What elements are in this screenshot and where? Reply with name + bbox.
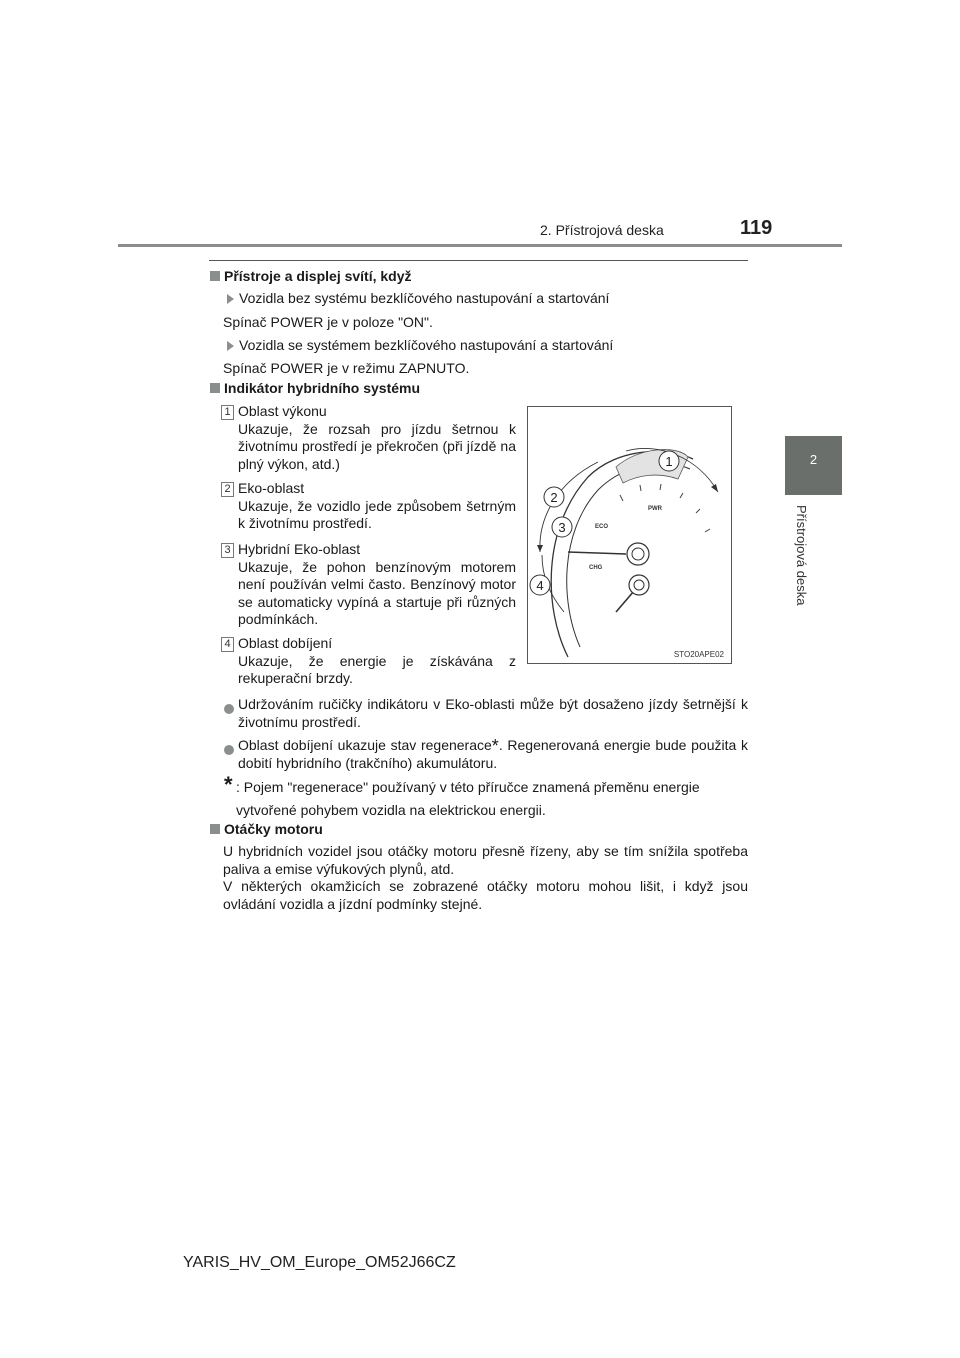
section-title: 2. Přístrojová deska [540, 222, 664, 238]
triangle-arrow-icon [227, 294, 234, 304]
gauge-illustration [528, 407, 731, 663]
callout-number-3: 3 [221, 543, 234, 558]
callout-4-label: 4 [536, 578, 544, 593]
indicator-item-2-text: Ukazuje, že vozidlo jede způsobem šetrným k životnímu prostředí. [238, 497, 516, 531]
pwr-label: PWR [648, 506, 662, 512]
indicator-bullet-1: Udržováním ručičky indikátoru v Eko-oblasti může být dosaženo jízdy šetrnější k životnímu prostředí. [238, 696, 748, 730]
lights-item2-text: Vozidla se systémem bezklíčového nastupování a startování [239, 337, 614, 353]
triangle-arrow-icon [227, 341, 234, 351]
bullet-2-text-b: . Regenerovaná energie bude použita k dobití hybridního (trakčního) akumulátoru. [238, 737, 748, 771]
rpm-text-2: V některých okamžicích se zobrazené otáčky motoru mohou lišit, i když jsou ovládání vozidla a jízdní podmínky stejné. [223, 878, 748, 912]
square-bullet-icon [210, 383, 220, 393]
page-number: 119 [740, 217, 773, 239]
indicator-item-4-text: Ukazuje, že energie je získávána z rekuperační brzdy. [238, 652, 516, 686]
indicator-item-3-text: Ukazuje, že pohon benzínovým motorem není používán velmi často. Benzínový motor se automaticky vypíná a startuje při různých podmínkách. [238, 558, 516, 627]
header-rule [118, 244, 842, 247]
round-bullet-icon [224, 701, 234, 719]
callout-2 [544, 487, 564, 507]
bullet-2-text-a: Oblast dobíjení ukazuje stav regenerace [238, 737, 492, 753]
lights-item1-value: Spínač POWER je v poloze "ON". [223, 314, 433, 330]
hybrid-indicator-figure [527, 406, 732, 664]
indicator-item-1-text: Ukazuje, že rozsah pro jízdu šetrnou k životnímu prostředí je překročen (při jízdě na plný výkon, atd.) [238, 420, 516, 472]
callout-3 [552, 517, 572, 537]
callout-2-label: 2 [550, 490, 558, 505]
callout-number-1: 1 [221, 405, 234, 420]
chapter-label: Přístrojová deska [794, 505, 809, 606]
heading-lights-text: Přístroje a displej svítí, když [224, 268, 412, 284]
indicator-item-3-title: Hybridní Eko-oblast [238, 541, 361, 557]
lights-item2-value: Spínač POWER je v režimu ZAPNUTO. [223, 360, 470, 376]
indicator-item-4 [238, 635, 516, 688]
footnote-asterisk: * [224, 772, 233, 797]
callout-1-label: 1 [665, 454, 673, 469]
chg-label: CHG [589, 565, 603, 571]
indicator-item-2-title: Eko-oblast [238, 480, 305, 496]
indicator-bullet-2 [238, 737, 748, 772]
lights-item1-text: Vozidla bez systému bezklíčového nastupování a startování [239, 290, 610, 306]
round-bullet-icon [224, 742, 234, 760]
callout-1 [659, 451, 679, 471]
indicator-item-1-title: Oblast výkonu [238, 403, 327, 419]
section-rule [209, 260, 748, 261]
footnote-text: : Pojem "regenerace" používaný v této příručce znamená přeměnu energie vytvořené pohybem vozidla na elektrickou energii. [236, 779, 700, 818]
callout-3-label: 3 [558, 520, 566, 535]
heading-indicator [210, 380, 420, 396]
indicator-item-1 [238, 403, 516, 473]
rpm-text-1: U hybridních vozidel jsou otáčky motoru přesně řízeny, aby se tím snížila spotřeba paliva a emise výfukových plynů, atd. [223, 843, 748, 877]
indicator-item-2 [238, 480, 516, 533]
lights-item2 [227, 337, 613, 355]
asterisk-mark: * [491, 736, 499, 756]
chapter-number: 2 [809, 452, 818, 467]
callout-number-4: 4 [221, 637, 234, 652]
callout-number-2: 2 [221, 482, 234, 497]
heading-lights [210, 268, 412, 284]
indicator-item-4-title: Oblast dobíjení [238, 635, 333, 651]
eco-label: ECO [595, 524, 609, 530]
lights-item1 [227, 290, 609, 308]
heading-indicator-text: Indikátor hybridního systému [224, 380, 421, 396]
heading-rpm [210, 821, 323, 837]
square-bullet-icon [210, 271, 220, 281]
document-id: YARIS_HV_OM_Europe_OM52J66CZ [183, 1254, 456, 1271]
figure-code: STO20APE02 [673, 650, 724, 659]
indicator-item-3 [238, 541, 516, 629]
square-bullet-icon [210, 824, 220, 834]
callout-4 [530, 575, 550, 595]
heading-rpm-text: Otáčky motoru [224, 821, 323, 837]
